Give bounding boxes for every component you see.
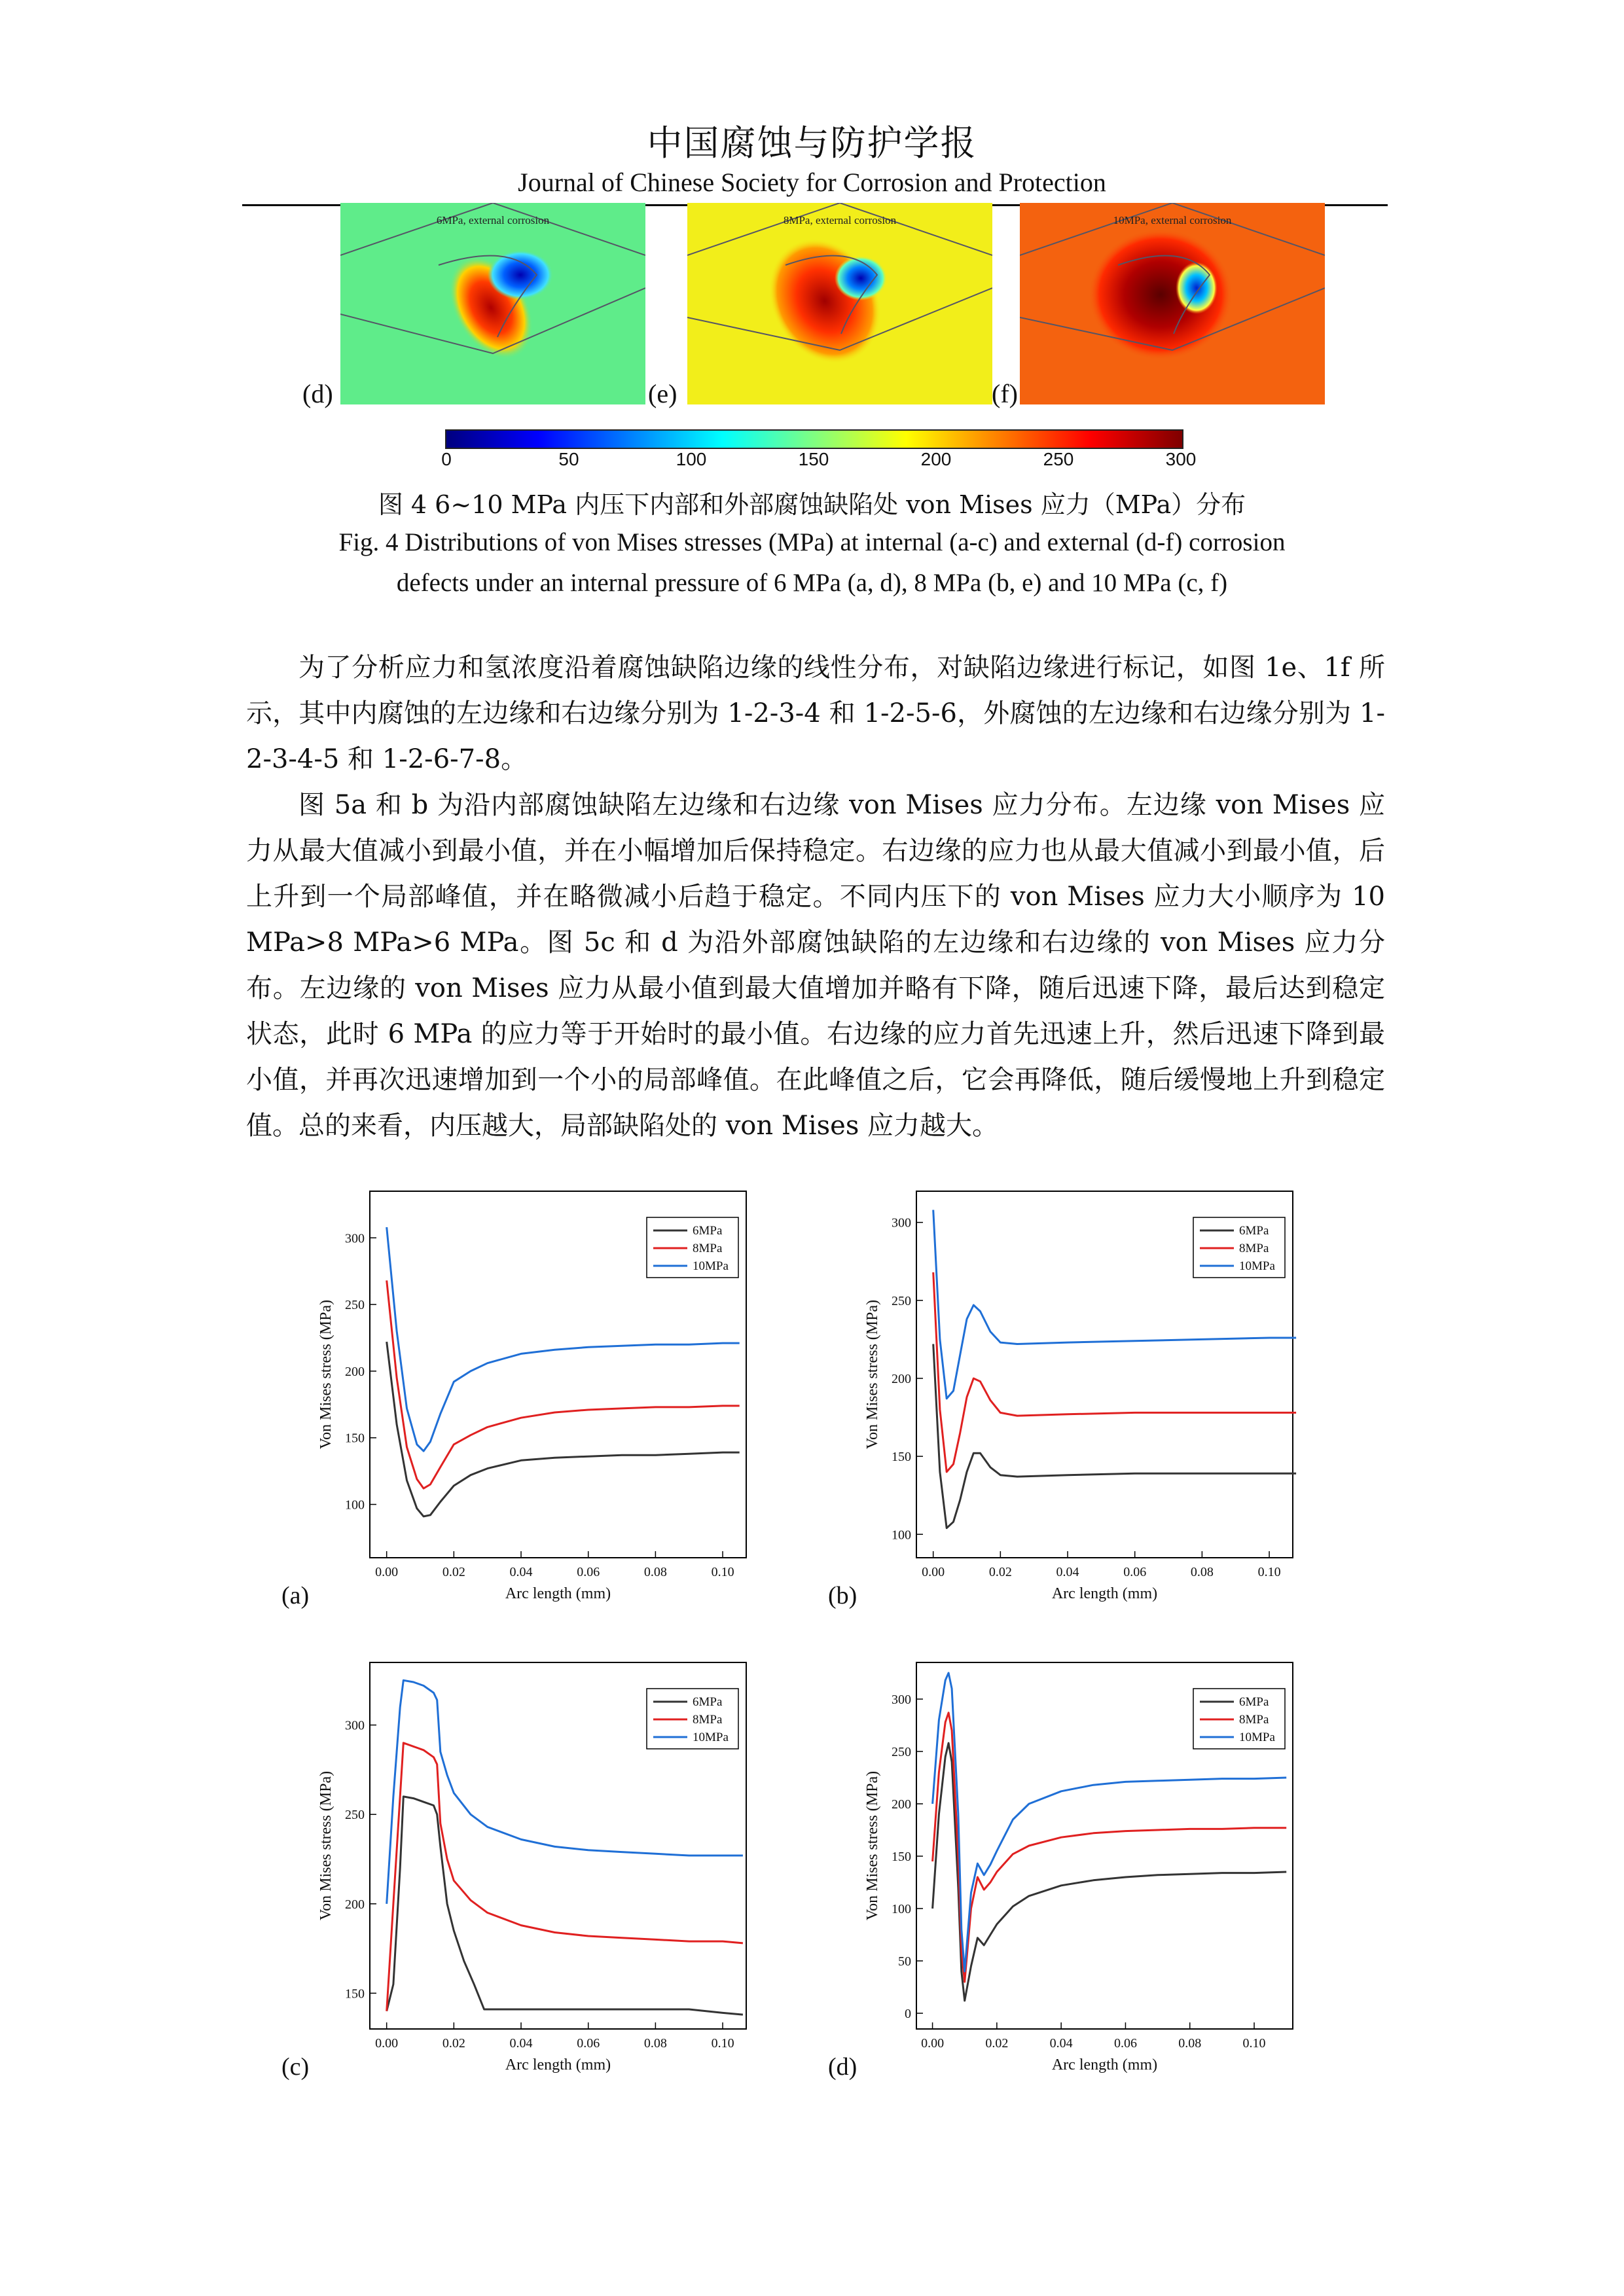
contour-panel-e [687, 203, 992, 404]
x-tick-label: 0.02 [985, 2036, 1009, 2051]
y-tick-label: 200 [892, 1797, 911, 1812]
y-tick-label: 200 [892, 1371, 911, 1386]
colorbar [445, 429, 1183, 449]
y-tick-label: 100 [892, 1528, 911, 1543]
x-tick-label: 0.10 [711, 1565, 734, 1579]
x-tick-label: 0.08 [643, 1565, 667, 1579]
x-tick-label: 0.04 [1049, 2036, 1073, 2051]
y-tick-label: 300 [892, 1693, 911, 1707]
colorbar-tick: 50 [558, 449, 579, 469]
x-tick-label: 0.02 [442, 1565, 465, 1579]
colorbar-tick: 0 [441, 449, 452, 469]
y-tick-label: 150 [892, 1850, 911, 1864]
legend-label: 6MPa [1239, 1695, 1269, 1709]
y-tick-label: 100 [345, 1498, 365, 1513]
x-tick-label: 0.00 [375, 2036, 399, 2051]
x-tick-label: 0.06 [1113, 2036, 1137, 2051]
x-axis-label: Arc length (mm) [1051, 2056, 1158, 2073]
y-tick-label: 300 [892, 1215, 911, 1230]
colorbar-tick: 250 [1043, 449, 1074, 469]
contour-panel-d [340, 203, 645, 404]
chart-b-svg [802, 1178, 1326, 1630]
y-tick-label: 250 [345, 1298, 365, 1313]
chart-d-svg [802, 1649, 1326, 2101]
panel-label: (d) [828, 2053, 857, 2081]
contour-title: 10MPa, external corrosion [1113, 214, 1232, 226]
x-tick-label: 0.08 [1178, 2036, 1202, 2051]
x-axis-label: Arc length (mm) [505, 1585, 611, 1602]
chart-a-svg [255, 1178, 779, 1630]
journal-title-en: Journal of Chinese Society for Corrosion and Protection [518, 168, 1106, 197]
y-axis-label: Von Mises stress (MPa) [317, 1299, 334, 1450]
chart-d [802, 1649, 1326, 2104]
x-tick-label: 0.00 [922, 1565, 945, 1579]
x-tick-label: 0.04 [1056, 1565, 1079, 1579]
panel-label: (b) [828, 1582, 857, 1609]
legend-label: 8MPa [1239, 1242, 1269, 1255]
y-tick-label: 250 [345, 1808, 365, 1823]
x-tick-label: 0.06 [577, 2036, 600, 2051]
legend-label: 10MPa [1239, 1731, 1275, 1744]
colorbar-tick: 200 [920, 449, 952, 469]
panel-label: (a) [281, 1582, 310, 1609]
contour-panel-f [1020, 203, 1325, 404]
chart-a [255, 1178, 779, 1632]
x-tick-label: 0.08 [643, 2036, 667, 2051]
y-tick-label: 200 [345, 1897, 365, 1912]
y-tick-label: 300 [345, 1231, 365, 1246]
legend-label: 8MPa [693, 1713, 723, 1727]
panel-label-e: (e) [648, 379, 677, 408]
y-tick-label: 150 [892, 1450, 911, 1465]
panel-label-d: (d) [302, 379, 333, 408]
x-tick-label: 0.10 [711, 2036, 734, 2051]
y-tick-label: 300 [345, 1718, 365, 1733]
figure4-caption-cn: 图 4 6~10 MPa 内压下内部和外部腐蚀缺陷处 von Mises 应力（MPa）分布 [378, 490, 1246, 519]
x-tick-label: 0.02 [988, 1565, 1012, 1579]
y-tick-label: 150 [345, 1986, 365, 2001]
x-axis-label: Arc length (mm) [505, 2056, 611, 2073]
colorbar-tick: 300 [1165, 449, 1197, 469]
x-tick-label: 0.10 [1242, 2036, 1266, 2051]
colorbar-tick: 150 [798, 449, 829, 469]
y-tick-label: 100 [892, 1902, 911, 1916]
body-text [246, 645, 1385, 1149]
paragraph-2: 图 5a 和 b 为沿内部腐蚀缺陷左边缘和右边缘 von Mises 应力分布。左边缘 von Mises 应力从最大值减小到最小值，并在小幅增加后保持稳定。右边缘的应力也从最大值减小到最小值，后上升到一个局部峰值，并在略微减小后趋于稳定。不同内压下的 von Mises 应力大小顺序为 10 MPa>8 MPa>6 MPa。图 5c 和 d 为沿外部腐蚀缺陷的左边缘和右边缘的 von Mises 应力分布。左边缘的 von Mises 应力从最小值到最大值增加并略有下降，随后迅速下降，最后达到稳定状态，此时 6 MPa 的应力等于开始时的最小值。右边缘的应力首先迅速上升，然后迅速下降到最小值，并再次迅速增加到一个小的局部峰值。在此峰值之后，它会再降低，随后缓慢地上升到稳定值。总的来看，内压越大，局部缺陷处的 von Mises 应力越大。 [246, 790, 1385, 1141]
figure4-caption-en-line2: defects under an internal pressure of 6 MPa (a, d), 8 MPa (b, e) and 10 MPa (c, f) [396, 569, 1228, 597]
legend-label: 8MPa [1239, 1713, 1269, 1727]
y-axis-label: Von Mises stress (MPa) [864, 1770, 881, 1921]
panel-label-f: (f) [992, 379, 1018, 408]
x-tick-label: 0.06 [577, 1565, 600, 1579]
chart-c-svg [255, 1649, 779, 2101]
y-axis-label: Von Mises stress (MPa) [317, 1770, 334, 1921]
y-tick-label: 250 [892, 1293, 911, 1308]
x-tick-label: 0.04 [509, 1565, 533, 1579]
panel-label: (c) [281, 2053, 310, 2081]
chart-c [255, 1649, 779, 2104]
figure4-caption-en-line1: Fig. 4 Distributions of von Mises stresses (MPa) at internal (a-c) and external (d-f) corrosion [338, 528, 1286, 556]
legend-label: 10MPa [693, 1259, 729, 1273]
paragraph-1: 为了分析应力和氢浓度沿着腐蚀缺陷边缘的线性分布，对缺陷边缘进行标记，如图 1e、1f 所示，其中内腐蚀的左边缘和右边缘分别为 1-2-3-4 和 1-2-5-6，外腐蚀的左边缘和右边缘分别为 1-2-3-4-5 和 1-2-6-7-8。 [246, 653, 1385, 774]
x-tick-label: 0.10 [1257, 1565, 1281, 1579]
legend-label: 8MPa [693, 1242, 723, 1255]
chart-b [802, 1178, 1326, 1632]
legend-label: 6MPa [1239, 1224, 1269, 1238]
colorbar-tick: 100 [676, 449, 707, 469]
legend-label: 6MPa [693, 1695, 723, 1709]
y-tick-label: 0 [905, 2007, 911, 2021]
legend-label: 10MPa [693, 1731, 729, 1744]
y-tick-label: 150 [345, 1431, 365, 1446]
legend-label: 10MPa [1239, 1259, 1275, 1273]
y-tick-label: 250 [892, 1745, 911, 1759]
x-axis-label: Arc length (mm) [1051, 1585, 1158, 1602]
y-tick-label: 200 [345, 1364, 365, 1379]
legend-label: 6MPa [693, 1224, 723, 1238]
contour-title: 8MPa, external corrosion [783, 214, 897, 226]
y-axis-label: Von Mises stress (MPa) [864, 1299, 881, 1450]
x-tick-label: 0.00 [921, 2036, 945, 2051]
x-tick-label: 0.08 [1190, 1565, 1214, 1579]
contour-title: 6MPa, external corrosion [436, 214, 550, 226]
x-tick-label: 0.00 [375, 1565, 399, 1579]
y-tick-label: 50 [898, 1954, 911, 1969]
journal-title-cn: 中国腐蚀与防护学报 [647, 122, 977, 164]
x-tick-label: 0.04 [509, 2036, 533, 2051]
x-tick-label: 0.02 [442, 2036, 465, 2051]
x-tick-label: 0.06 [1123, 1565, 1147, 1579]
